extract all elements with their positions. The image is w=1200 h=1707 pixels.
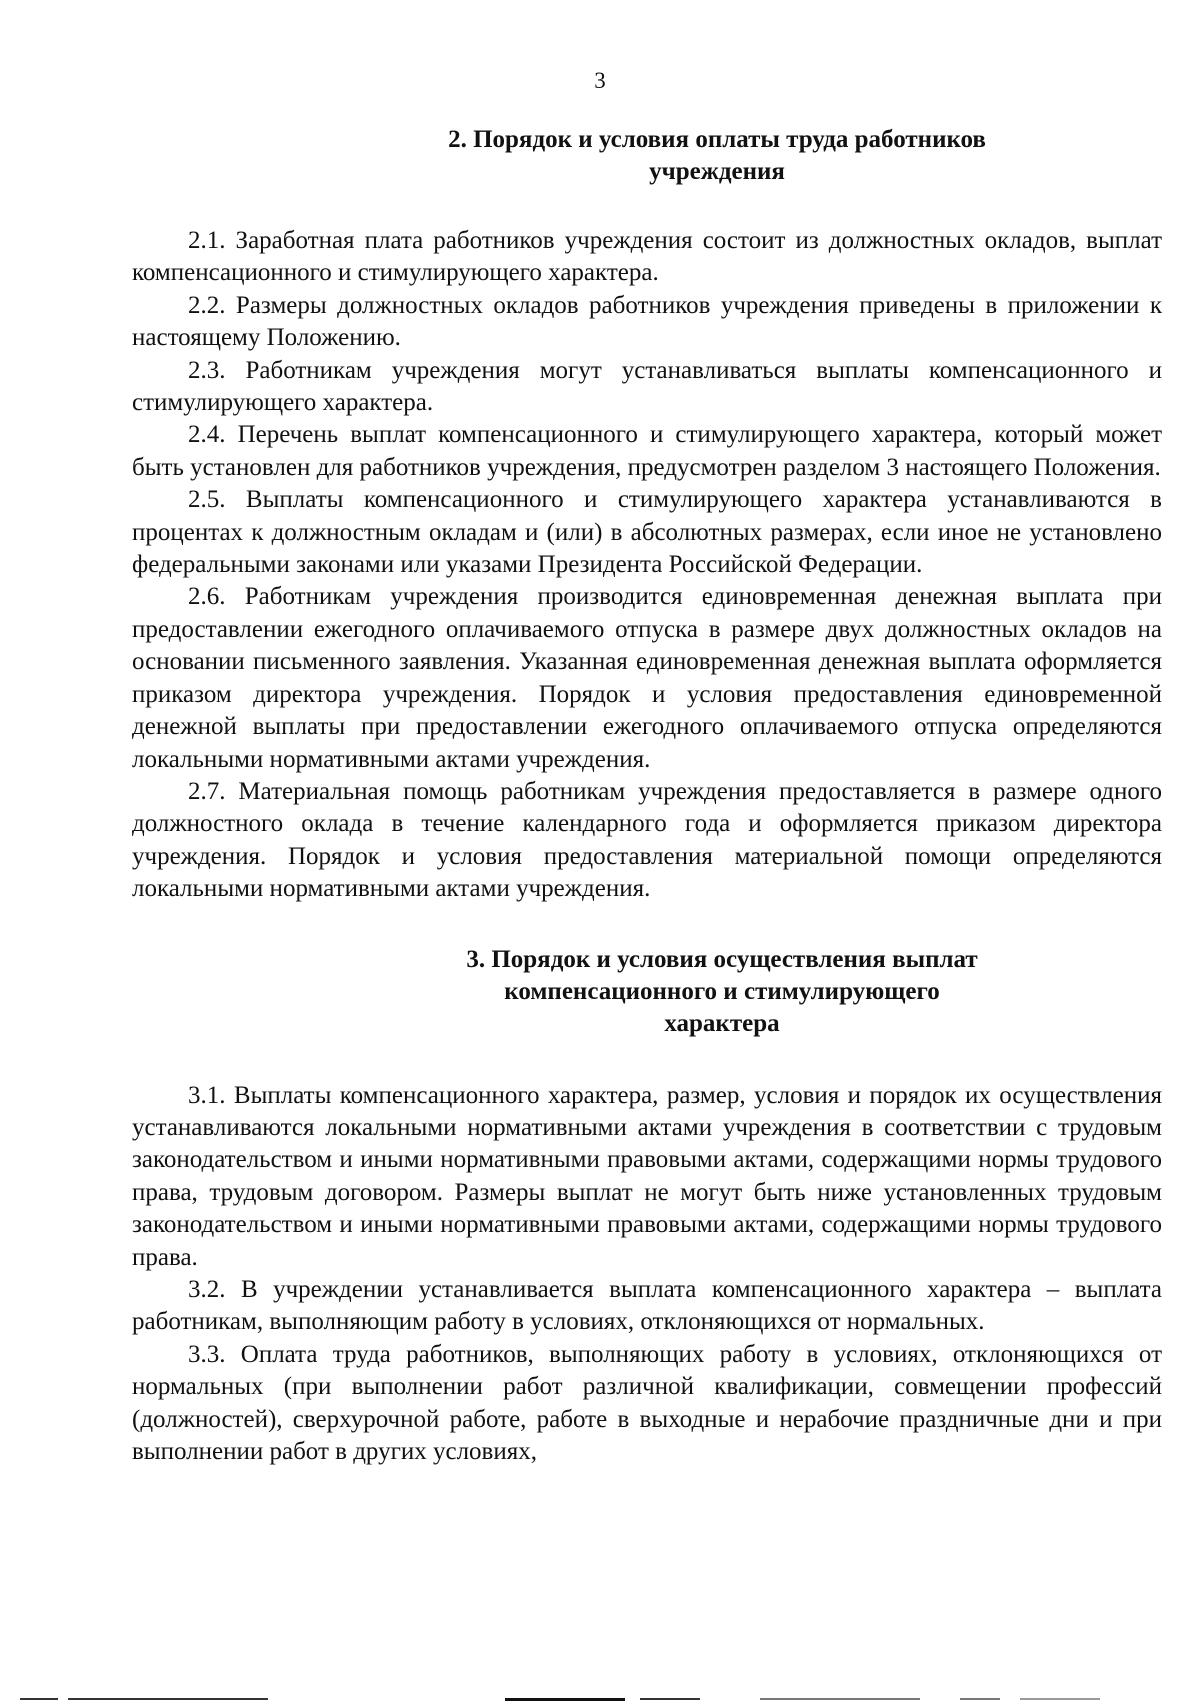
section-3-heading [132,944,1162,1040]
scan-mark [760,1698,920,1700]
paragraph-2-4: 2.4. Перечень выплат компенсационного и стимулирующего характера, который может быть установлен для работников учреждения, предусмотрен разделом 3 настоящего Положения. [132,421,1162,481]
scan-mark [68,1698,268,1700]
paragraph-2-7: 2.7. Материальная помощь работникам учреждения предоставляется в размере одного должностного оклада в течение календарного года и оформляется приказом директора учреждения. Порядок и условия предоставления материальной помощи определяются локальными нормативными актами учреждения. [132,777,1162,903]
section-2-heading-line-1: 2. Порядок и условия оплаты труда работников [448,126,986,153]
paragraph-2-1: 2.1. Заработная плата работников учреждения состоит из должностных окладов, выплат компенсационного и стимулирующего характера. [132,227,1162,287]
paragraph-2-6: 2.6. Работникам учреждения производится единовременная денежная выплата при предоставлении ежегодного оплачиваемого отпуска в размере двух должностных окладов на основании письменного заявления. Указанная единовременная денежная выплата оформляется приказом директора учреждения. Порядок и условия предоставления единовременной денежной выплаты при предоставлении ежегодного оплачиваемого отпуска определяются локальными нормативными актами учреждения. [132,583,1162,773]
section-2-heading-line-2: учреждения [649,158,785,185]
page-number: 3 [594,68,606,93]
scan-mark [20,1698,58,1700]
paragraph-2-5: 2.5. Выплаты компенсационного и стимулирующего характера устанавливаются в процентах к должностным окладам и (или) в абсолютных размерах, если иное не установлено федеральными законами или указами Президента Российской Федерации. [132,486,1162,579]
section-3-heading-line-3: характера [664,1009,780,1037]
scan-mark [505,1698,625,1701]
section-2-heading [132,124,1162,188]
paragraph-3-1: 3.1. Выплаты компенсационного характера, размер, условия и порядок их осуществления устанавливаются локальными нормативными актами учреждения в соответствии с трудовым законодательством и иными нормативными правовыми актами, содержащими нормы трудового права, трудовым договором. Размеры выплат не могут быть ниже установленных трудовым законодательством и иными нормативными правовыми актами, содержащими нормы трудового права. [132,1081,1162,1271]
scan-mark [640,1698,700,1700]
document-body [132,124,1162,1468]
scan-edge-marks [0,1698,1200,1702]
paragraph-3-3: 3.3. Оплата труда работников, выполняющих работу в условиях, отклоняющихся от нормальных (при выполнении работ различной квалификации, совмещении профессий (должностей), сверхурочной работе, работе в выходные и нерабочие праздничные дни и при выполнении работ в других условиях, [132,1340,1162,1465]
scan-mark [960,1698,1000,1700]
paragraph-3-2: 3.2. В учреждении устанавливается выплата компенсационного характера – выплата работникам, выполняющим работу в условиях, отклоняющихся от нормальных. [132,1275,1162,1336]
section-3-heading-line-2: компенсационного и стимулирующего [504,977,940,1005]
scan-mark [1020,1698,1100,1700]
paragraph-2-3: 2.3. Работникам учреждения могут устанавливаться выплаты компенсационного и стимулирующего характера. [132,356,1162,417]
paragraph-2-2: 2.2. Размеры должностных окладов работников учреждения приведены в приложении к настоящему Положению. [132,291,1162,352]
section-3-heading-line-1: 3. Порядок и условия осуществления выплат [466,945,978,973]
